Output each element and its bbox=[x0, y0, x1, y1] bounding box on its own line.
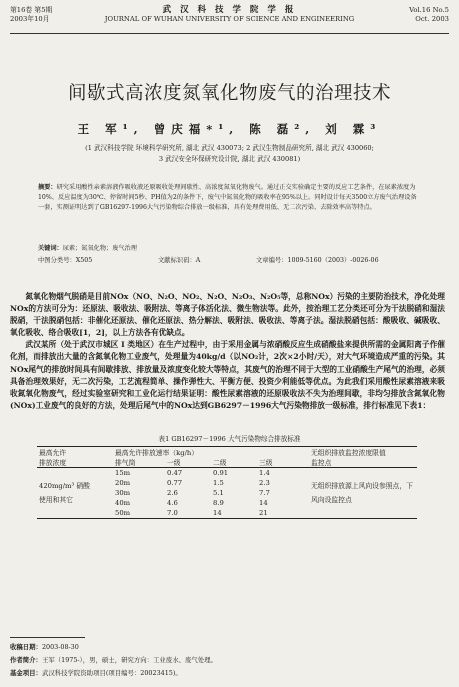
date-cn: 2003年10月 bbox=[10, 14, 50, 23]
header-rule bbox=[10, 33, 449, 34]
monitor-line: 风向设监控点 bbox=[311, 496, 352, 504]
monitor-line: 无组织排放源上风向设参照点，下 bbox=[311, 482, 413, 490]
abstract-text: 研究采用酸性亲素溶液作吸收液还原吸收处理间歇性、高浓度氮氧化物废气。通过正交实验确定主要的反应工艺条件，在尿素浓度为10%、反应温度为30℃、停留时间5秒、PH值为2的条件下，废气中氮氧化物的吸收率在95%以上。同时设计每天3500立方废气治理设备一套，实测证明达到了GB16297-1996大气污染物综合排放一级标准，具有处理费用低、无二次污染、去除效率高等特点。 bbox=[38, 184, 417, 212]
table-caption: 表1 GB16297－1996 大气污染物综合排放标准 bbox=[158, 435, 301, 443]
abstract-label: 摘要： bbox=[38, 184, 57, 191]
stub-cell bbox=[37, 468, 113, 519]
emission-standard-table bbox=[37, 446, 417, 519]
abstract bbox=[38, 183, 421, 214]
clc-number: 中图分类号：X505 bbox=[38, 257, 93, 264]
header-cell: 二级 bbox=[213, 459, 227, 467]
header-cell: 一级 bbox=[167, 459, 181, 467]
issue-cn: 第16卷 第5期 bbox=[10, 6, 53, 14]
table-cell: 40m bbox=[115, 499, 131, 507]
volume-en: Vol.16 No.5 bbox=[409, 6, 449, 14]
table-cell: 0.47 bbox=[167, 469, 183, 477]
fund-value: 武汉科技学院资助项目(项目编号：20023415)。 bbox=[41, 669, 182, 677]
header-cell: 排气筒 bbox=[115, 459, 136, 467]
body-paragraph: 氮氧化物烟气脱硝是目前NOx（NO、N₂O、NO₂、N₂O、N₂O₃、N₂O₅等，总称NOx）污染的主要防治技术，净化处理NOx的方法可分为：还原法、吸收法、吸附法、等离子体活化法、微生物法等。此外，按治理工艺分类还可分为干法脱硝和湿法脱硝，干法脱硝包括：非催化还原法、催化还原法、热分解法、吸附法、吸收法、等离子法。湿法脱硝包括：酸吸收、碱吸收、氧化吸收、络合吸收[1，2]，以上方法各有优缺点。 bbox=[10, 292, 445, 338]
journal-name-cn: 武 汉 科 技 学 院 学 报 bbox=[162, 5, 297, 15]
header-cell: 排放浓度 bbox=[39, 459, 67, 467]
affiliation-line: 3 武汉安全环保研究设计院, 湖北 武汉 430081) bbox=[158, 155, 301, 163]
article-number: 文章编号：1009-5160（2003）-0026-06 bbox=[256, 257, 379, 264]
monitor-cell bbox=[303, 468, 417, 519]
table-row bbox=[37, 468, 417, 479]
table-cell: 0.77 bbox=[167, 479, 183, 487]
header-cell: 三级 bbox=[259, 459, 273, 467]
journal-name-en: JOURNAL OF WUHAN UNIVERSITY OF SCIENCE AND ENGINEERING bbox=[104, 14, 355, 23]
stub-line: 420mg/m³ 硝酸 bbox=[39, 482, 90, 490]
article-title: 间歇式高浓度氮氧化物废气的治理技术 bbox=[67, 83, 391, 104]
table-cell: 1.5 bbox=[213, 479, 224, 487]
date-en: Oct. 2003 bbox=[415, 14, 449, 23]
header-cell: 最高允许排放速率（kg/h） bbox=[115, 449, 199, 457]
header-cell: 最高允许 bbox=[39, 449, 67, 457]
table-cell: 20m bbox=[115, 479, 131, 487]
fund-label: 基金项目： bbox=[10, 669, 42, 677]
table-header-row bbox=[37, 447, 417, 458]
stub-line: 使用和其它 bbox=[39, 496, 73, 504]
affiliation-line: (1 武汉科技学院 环境科学研究所, 湖北 武汉 430073; 2 武汉生物制品研究所, 湖北 武汉 430060; bbox=[85, 144, 374, 152]
table-header-row bbox=[37, 457, 417, 468]
table-cell: 15m bbox=[115, 469, 131, 477]
keywords-text: 尿素；氮氧化物；废气治理 bbox=[62, 245, 137, 252]
body-text bbox=[10, 291, 445, 412]
footnote-rule bbox=[10, 637, 85, 638]
table-cell: 0.91 bbox=[213, 469, 229, 477]
document-code: 文献标识码：A bbox=[158, 257, 201, 264]
running-header bbox=[10, 6, 449, 32]
table-cell: 30m bbox=[115, 489, 131, 497]
fund-info bbox=[10, 668, 449, 677]
table-cell: 14 bbox=[213, 509, 222, 517]
received-date bbox=[10, 642, 449, 651]
table-cell: 21 bbox=[259, 509, 268, 517]
keywords-label: 关键词： bbox=[38, 245, 63, 252]
affiliations bbox=[20, 143, 439, 165]
header-right bbox=[409, 6, 449, 23]
table-cell: 7.7 bbox=[259, 489, 270, 497]
received-value: 2003-08-30 bbox=[41, 643, 79, 651]
header-cell: 无组织排放监控浓度限值 bbox=[311, 449, 386, 457]
table-cell: 5.1 bbox=[213, 489, 224, 497]
table-cell: 2.6 bbox=[167, 489, 178, 497]
body-paragraph: 武汉某所（处于武汉市城区 I 类地区）在生产过程中，由于采用金属与浓硝酸反应生成硝酸盐来提供所需的金属阳离子作催化剂，而排放出大量的含氮氧化物工业废气，处理量为40kg/d（以NO₂计，2次×2小时/天），对大气环境造成严重的污染。其NOx尾气的排放时间具有间歇排放、排放量及浓度变化较大等特点，其废气的治理不同于大型的工业硝酸生产尾气的治理，必须具备治理效果好，无二次污染，工艺流程简单、操作弹性大、平衡方便、投资少利能低等优点。为此我们采用酸性尿素溶液来吸收氮氧化物废气，经过实验室研究和工业化运行结果证明：酸性尿素溶液的还原吸收法不失为治理间歇，非均匀排放含氮氧化物(NOx)工业废气的良好的方法，处理后尾气中的NOx达到GB6297－1996大气污染物排放一级标准，排行标准见下表1： bbox=[10, 340, 445, 410]
table-cell: 1.4 bbox=[259, 469, 270, 477]
table-cell: 4.6 bbox=[167, 499, 178, 507]
received-label: 收稿日期： bbox=[10, 643, 42, 651]
header-cell: 监控点 bbox=[311, 459, 332, 467]
header-center bbox=[10, 6, 449, 23]
table-cell: 50m bbox=[115, 509, 131, 517]
table-cell: 8.9 bbox=[213, 499, 224, 507]
author-list: 王 军¹, 曾庆福*¹, 陈 磊², 刘 霖³ bbox=[77, 122, 382, 136]
author-bio bbox=[10, 655, 449, 664]
keywords bbox=[38, 243, 421, 252]
author-bio-value: 王军（1975-），男，硕士，研究方向：工业废水、废气处理。 bbox=[41, 656, 217, 664]
table-cell: 14 bbox=[259, 499, 268, 507]
table-cell: 7.0 bbox=[167, 509, 178, 517]
table-cell: 2.3 bbox=[259, 479, 270, 487]
author-bio-label: 作者简介： bbox=[10, 656, 42, 664]
